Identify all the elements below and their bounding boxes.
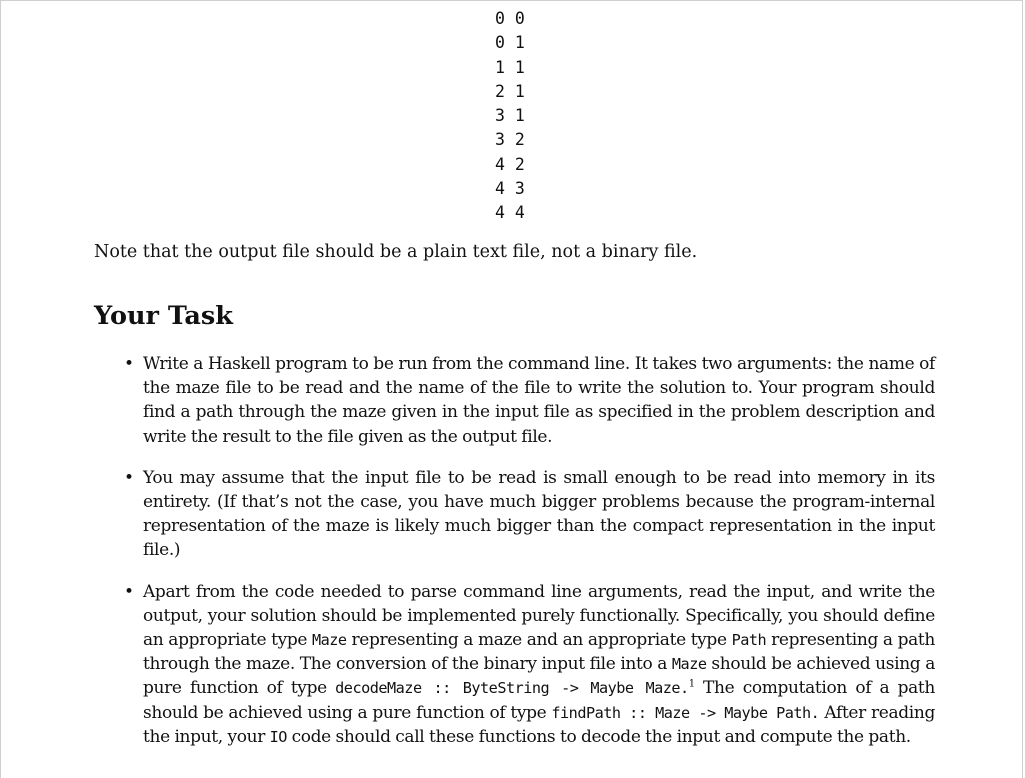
path-coordinate: 1 1 [495, 57, 525, 77]
bullet-icon: • [124, 354, 134, 374]
text-run: representing a path through the maze. The conversion of the binary input file into a [143, 630, 935, 675]
path-coordinate: 0 1 [495, 33, 525, 53]
path-coordinate: 4 3 [495, 179, 525, 199]
code-decode-signature: decodeMaze :: ByteString -> Maybe Maze. [335, 679, 689, 698]
text-run: After reading the input, your [143, 702, 935, 747]
section-heading: Your Task [94, 301, 233, 331]
task-list [111, 352, 935, 766]
task-item [111, 580, 935, 749]
path-coordinate: 3 1 [495, 106, 525, 126]
code-findpath-signature: findPath :: Maze -> Maybe Path. [551, 703, 820, 722]
task-item [111, 352, 935, 449]
text-run: Apart from the code needed to parse command line arguments, read the input, and write the output, your solution should be implemented purely functionally. Specifically, you should define an appropriate type [143, 581, 935, 651]
path-coordinate: 2 1 [495, 81, 525, 101]
text-run: representing a maze and an appropriate type [346, 630, 732, 651]
path-coordinate: 0 0 [495, 9, 525, 28]
path-coordinate: 4 4 [495, 203, 525, 223]
output-format-note: Note that the output file should be a plain text file, not a binary file. [94, 242, 698, 262]
code-maze-type: Maze [312, 631, 347, 650]
code-io-type: IO [269, 727, 287, 746]
task-item-text: Write a Haskell program to be run from the command line. It takes two arguments: the name of the maze file to be read and the name of the file to write the solution to. Your program should find a path through the maze given in the input file as specified in the problem description and write the result to the file given as the output file. [143, 354, 935, 447]
footnote-marker: 1 [688, 678, 695, 690]
path-output-listing [495, 7, 525, 226]
bullet-icon: • [124, 581, 134, 602]
task-item-text [143, 580, 935, 749]
text-run: The computation of a path should be achieved using a pure function of type [143, 678, 936, 723]
text-run: code should call these functions to decode the input and compute the path. [286, 726, 911, 747]
path-coordinate: 4 2 [495, 154, 525, 174]
task-item [111, 466, 935, 563]
text-run: should be achieved using a pure function of type [143, 654, 935, 699]
task-item-text: You may assume that the input file to be read is small enough to be read into memory in its entirety. (If that’s not the case, you have much bigger problems because the program-internal representation of the maze is likely much bigger than the compact representation in the input file.) [143, 467, 935, 561]
code-maze-type: Maze [671, 655, 707, 674]
bullet-icon: • [124, 467, 134, 488]
path-coordinate: 3 2 [495, 130, 525, 150]
code-path-type: Path [731, 631, 767, 650]
